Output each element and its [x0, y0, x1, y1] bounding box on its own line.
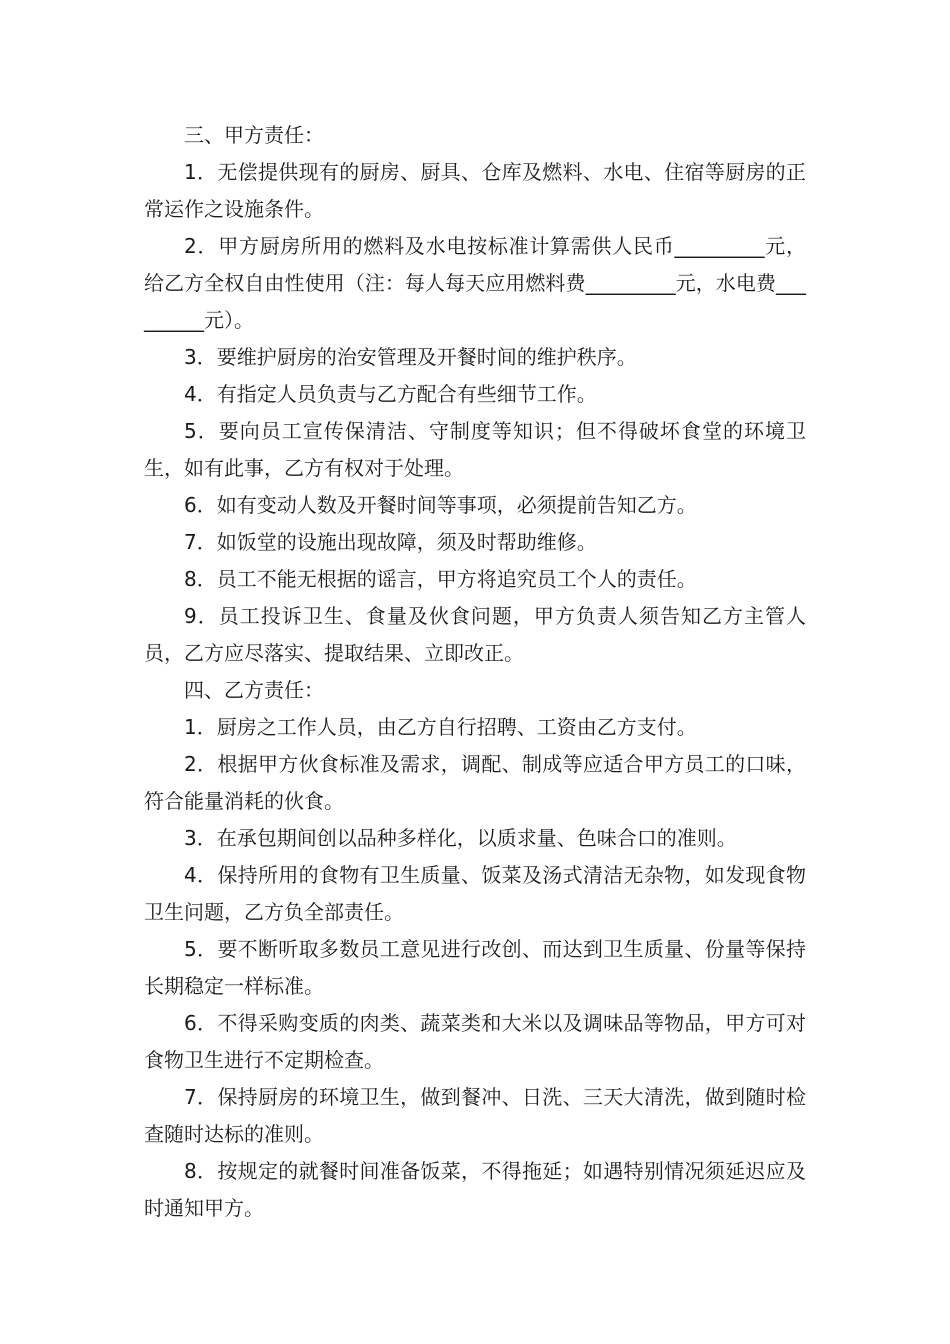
clause-a-3: 3．要维护厨房的治安管理及开餐时间的维护秩序。: [184, 345, 637, 369]
document-body: [144, 117, 806, 1227]
clause-a-8: 8．员工不能无根据的谣言，甲方将追究员工个人的责任。: [184, 567, 697, 591]
clause-b-8: 8．按规定的就餐时间准备饭菜，不得拖延；如遇特别情况须延迟应及时通知甲方。: [144, 1159, 806, 1220]
clause-a-7: 7．如饭堂的设施出现故障，须及时帮助维修。: [184, 530, 597, 554]
clause-b-6: 6．不得采购变质的肉类、蔬菜类和大米以及调味品等物品，甲方可对食物卫生进行不定期检查。: [144, 1011, 806, 1072]
clause-b-4: 4．保持所用的食物有卫生质量、饭菜及汤式清洁无杂物，如发现食物卫生问题，乙方负全部责任。: [144, 863, 806, 924]
clause-b-2: 2．根据甲方伙食标准及需求，调配、制成等应适合甲方员工的口味，符合能量消耗的伙食。: [144, 752, 806, 813]
clause-b-3: 3．在承包期间创以品种多样化，以质求量、色味合口的准则。: [184, 826, 737, 850]
clause-b-5: 5．要不断听取多数员工意见进行改创、而达到卫生质量、份量等保持长期稳定一样标准。: [144, 937, 806, 998]
clause-a-5: 5．要向员工宣传保清洁、守制度等知识；但不得破坏食堂的环境卫生，如有此事，乙方有权对于处理。: [144, 419, 806, 480]
section-heading-party-a: 三、甲方责任：: [184, 123, 324, 147]
clause-a-1: 1．无偿提供现有的厨房、厨具、仓库及燃料、水电、住宿等厨房的正常运作之设施条件。: [144, 160, 806, 221]
clause-a-6: 6．如有变动人数及开餐时间等事项，必须提前告知乙方。: [184, 493, 697, 517]
clause-b-1: 1．厨房之工作人员，由乙方自行招聘、工资由乙方支付。: [184, 715, 697, 739]
clause-a-4: 4．有指定人员负责与乙方配合有些细节工作。: [184, 382, 597, 406]
clause-b-7: 7．保持厨房的环境卫生，做到餐冲、日洗、三天大清洗，做到随时检查随时达标的准则。: [144, 1085, 806, 1146]
clause-a-2: 2．甲方厨房所用的燃料及水电按标准计算需供人民币_________元，给乙方全权自由性使用（注：每人每天应用燃料费_________元，水电费_________元）。: [144, 234, 806, 332]
section-heading-party-b: 四、乙方责任：: [184, 678, 324, 702]
clause-a-9: 9．员工投诉卫生、食量及伙食问题，甲方负责人须告知乙方主管人员，乙方应尽落实、提取结果、立即改正。: [144, 604, 806, 665]
